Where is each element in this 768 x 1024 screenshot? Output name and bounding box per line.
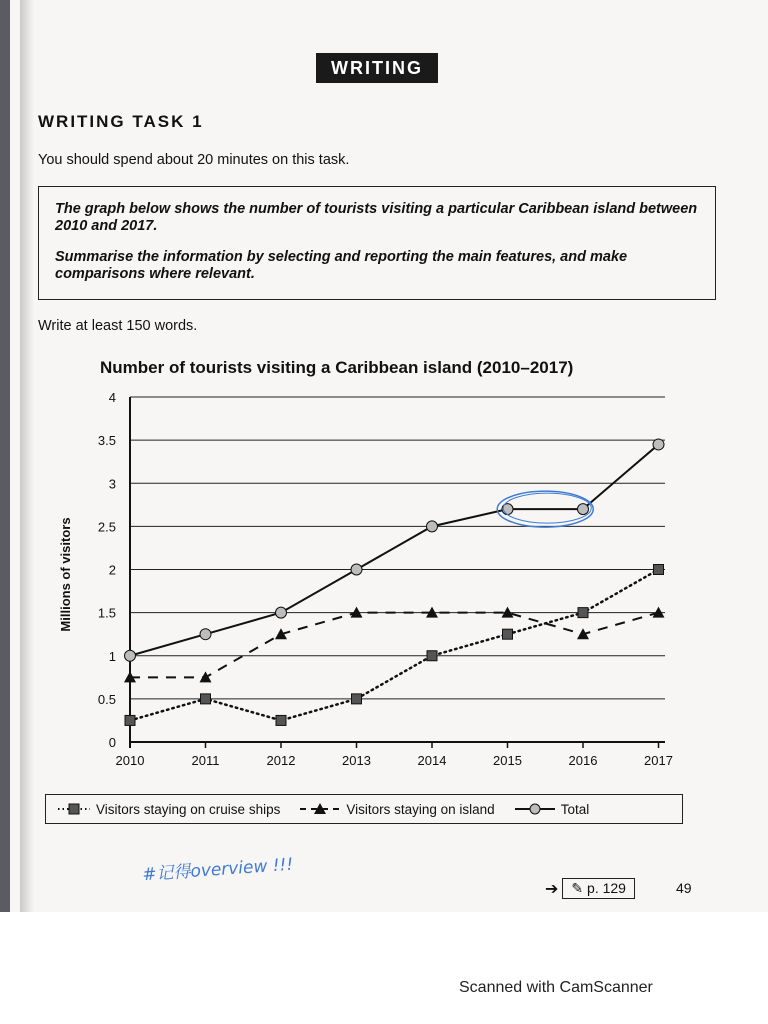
y-tick-label: 2: [108, 562, 116, 578]
page-reference-text: p. 129: [587, 880, 626, 896]
data-point-total: [351, 564, 362, 575]
legend-item-island: [298, 802, 494, 817]
y-tick-label: 2.5: [97, 519, 116, 535]
pencil-icon: ✎: [571, 880, 588, 896]
y-tick-label: 3.5: [97, 433, 116, 449]
x-tick-label: 2010: [115, 753, 145, 768]
section-badge: WRITING: [316, 53, 438, 83]
x-tick-label: 2015: [493, 753, 522, 768]
dotted-square-marker-icon: [56, 802, 92, 816]
x-tick-label: 2013: [342, 753, 371, 768]
legend-label-island: Visitors staying on island: [346, 801, 495, 817]
y-axis-label: Millions of visitors: [58, 517, 73, 632]
legend-label-cruise: Visitors staying on cruise ships: [96, 801, 281, 817]
data-point-cruise: [578, 608, 588, 618]
data-point-cruise: [276, 715, 286, 725]
task-instruction: You should spend about 20 minutes on this task.: [38, 152, 350, 168]
line-chart: [0, 380, 768, 780]
y-tick-label: 0.5: [97, 691, 116, 707]
data-point-total: [653, 439, 664, 450]
data-point-total: [200, 629, 211, 640]
y-tick-label: 3: [108, 476, 116, 492]
task-prompt-box: [38, 186, 716, 300]
data-point-total: [276, 607, 287, 618]
series-line-1: [130, 613, 659, 678]
arrow-right-icon: ➔: [545, 880, 559, 898]
x-tick-label: 2012: [266, 753, 296, 768]
chart-legend: [45, 794, 683, 824]
y-tick-label: 1.5: [97, 605, 116, 621]
legend-item-cruise: [56, 802, 280, 817]
data-point-total: [427, 521, 438, 532]
task-title: WRITING TASK 1: [38, 112, 204, 131]
page-number: 49: [676, 880, 692, 896]
data-point-cruise: [427, 651, 437, 661]
legend-item-total: [513, 802, 590, 817]
dashed-triangle-marker-icon: [298, 802, 342, 816]
word-count-requirement: Write at least 150 words.: [38, 318, 198, 334]
data-point-total: [578, 504, 589, 515]
y-tick-label: 0: [108, 735, 116, 750]
data-point-cruise: [654, 565, 664, 575]
chart-title: Number of tourists visiting a Caribbean island (2010–2017): [100, 358, 574, 377]
page-reference: [545, 878, 635, 899]
legend-label-total: Total: [560, 801, 590, 817]
scanner-watermark: Scanned with CamScanner: [459, 979, 653, 996]
x-tick-label: 2017: [644, 753, 673, 768]
prompt-summary-instruction: Summarise the information by selecting and reporting the main features, and make comparisons where relevant.: [55, 249, 628, 282]
data-point-cruise: [201, 694, 211, 704]
solid-circle-marker-icon: [513, 802, 557, 816]
x-tick-label: 2011: [191, 753, 220, 768]
x-tick-label: 2014: [417, 753, 447, 768]
y-tick-label: 4: [108, 390, 116, 405]
data-point-cruise: [352, 694, 362, 704]
data-point-total: [125, 650, 136, 661]
page-reference-box[interactable]: [562, 878, 635, 899]
data-point-island: [200, 671, 212, 682]
prompt-description: The graph below shows the number of tourists visiting a particular Caribbean island between 2010 and 2017.: [55, 201, 698, 234]
y-tick-label: 1: [108, 648, 116, 664]
handwritten-note: #记得overview !!!: [141, 854, 294, 886]
data-point-cruise: [503, 629, 513, 639]
series-line-2: [130, 444, 659, 655]
x-tick-label: 2016: [568, 753, 598, 768]
data-point-cruise: [125, 715, 135, 725]
